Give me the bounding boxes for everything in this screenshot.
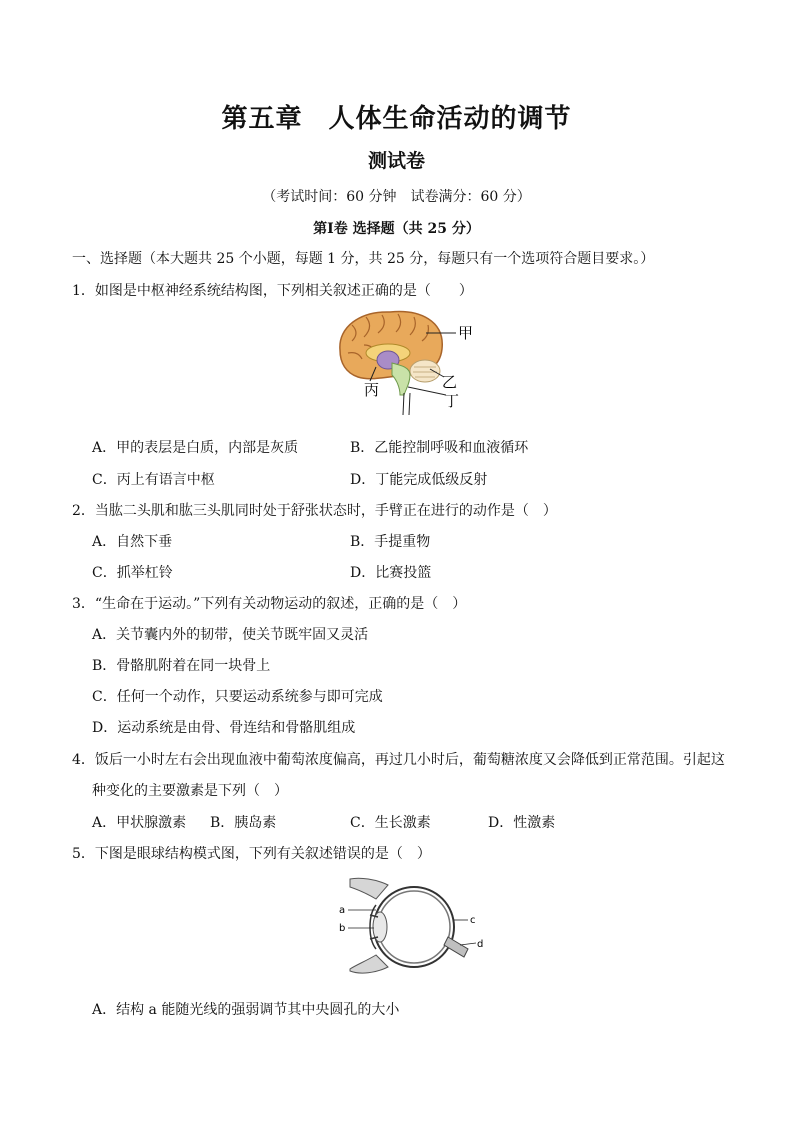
question-1-option-c: C．丙上有语言中枢 — [92, 472, 215, 488]
question-4-option-c: C．生长激素 — [350, 815, 431, 831]
page-subtitle: 测试卷 — [367, 150, 425, 172]
chapter-title: 人体生命活动的调节 — [328, 104, 572, 134]
label-jia: 甲 — [458, 324, 474, 342]
question-4-option-b: B．胰岛素 — [210, 815, 277, 831]
question-5-option-a: A．结构 a 能随光线的强弱调节其中央圆孔的大小 — [92, 1002, 400, 1018]
question-1-option-a: A．甲的表层是白质，内部是灰质 — [92, 440, 299, 456]
question-2-option-b: B．手提重物 — [350, 534, 431, 550]
question-2-option-c: C．抓举杠铃 — [92, 565, 173, 581]
question-4-stem-line-1: 4．饭后一小时左右会出现血液中葡萄浓度偏高，再过几小时后，葡萄糖浓度又会降低到正常范围。引起这 — [72, 752, 725, 768]
question-2-option-a: A．自然下垂 — [92, 534, 173, 550]
question-5-stem: 5．下图是眼球结构模式图，下列有关叙述错误的是（ ） — [72, 846, 431, 862]
question-2-stem: 2．当肱二头肌和肱三头肌同时处于舒张状态时，手臂正在进行的动作是（ ） — [72, 503, 557, 519]
question-1-option-d: D．丁能完成低级反射 — [350, 472, 488, 488]
label-ding: 丁 — [444, 392, 460, 410]
question-4-option-a: A．甲状腺激素 — [92, 815, 187, 831]
label-b: b — [339, 923, 346, 934]
label-bing: 丙 — [364, 381, 380, 399]
optic-nerve-shape — [444, 937, 468, 957]
question-3-option-b: B．骨骼肌附着在同一块骨上 — [92, 658, 271, 674]
question-2-option-d: D．比赛投篮 — [350, 565, 432, 581]
label-d: d — [477, 939, 484, 950]
cerebellum-shape — [410, 360, 440, 382]
question-3-option-d: D．运动系统是由骨、骨连结和骨骼肌组成 — [92, 720, 356, 736]
question-1-stem: 1．如图是中枢神经系统结构图，下列相关叙述正确的是（ ） — [72, 283, 473, 299]
exam-meta: （考试时间：60 分钟 试卷满分：60 分） — [262, 189, 531, 205]
label-yi: 乙 — [442, 373, 458, 391]
label-a: a — [339, 905, 346, 916]
section-heading: 第Ⅰ卷 选择题（共 25 分） — [313, 221, 480, 237]
question-3-stem: 3．“生命在于运动。”下列有关动物运动的叙述，正确的是（ ） — [72, 596, 467, 612]
eye-diagram — [336, 875, 488, 985]
question-4-option-d: D．性激素 — [488, 815, 556, 831]
chapter-number: 第五章 — [221, 104, 303, 134]
question-4-stem-line-2: 种变化的主要激素是下列（ ） — [92, 783, 288, 799]
question-3-option-a: A．关节囊内外的韧带，使关节既牢固又灵活 — [92, 627, 369, 643]
label-c: c — [470, 915, 476, 926]
brain-diagram — [330, 305, 480, 417]
question-1-option-b: B．乙能控制呼吸和血液循环 — [350, 440, 529, 456]
question-3-option-c: C．任何一个动作，只要运动系统参与即可完成 — [92, 689, 383, 705]
page-title — [0, 98, 793, 135]
instructions: 一、选择题（本大题共 25 个小题，每题 1 分，共 25 分，每题只有一个选项符合题目要求。） — [72, 251, 655, 267]
eyeball-shape — [370, 887, 454, 967]
